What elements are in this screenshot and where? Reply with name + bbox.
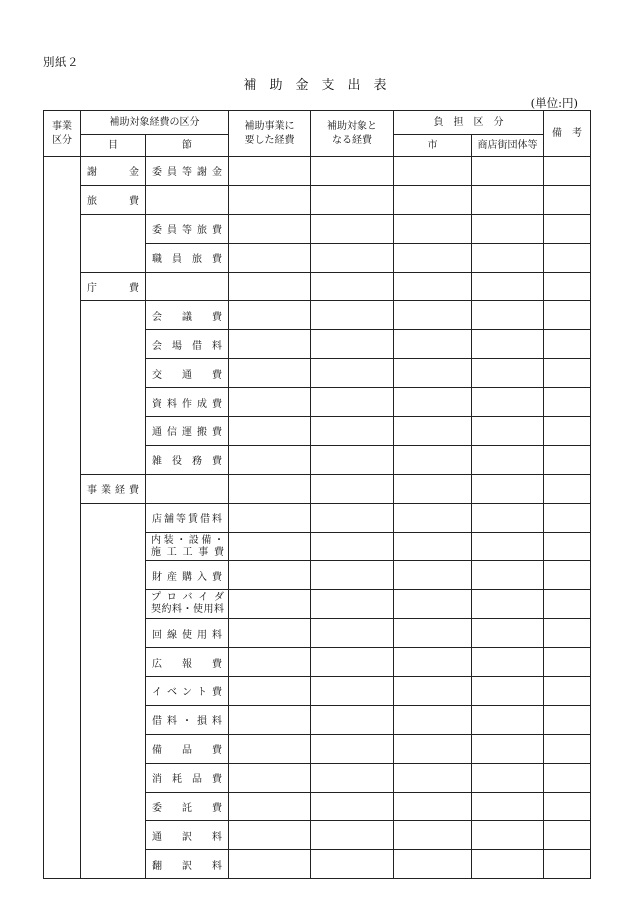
header-hojo-jigyo-keihi: 補助事業に 要した経費 <box>229 111 311 157</box>
shotengai-cell[interactable] <box>472 417 544 446</box>
shotengai-cell[interactable] <box>472 821 544 850</box>
hojo-jigyo-keihi-cell[interactable] <box>229 445 311 474</box>
moku-cell-empty[interactable] <box>81 503 146 879</box>
biko-cell[interactable] <box>544 590 591 619</box>
table-row <box>44 503 591 532</box>
shi-cell[interactable] <box>394 734 472 763</box>
hojo-jigyo-keihi-cell[interactable] <box>229 301 311 330</box>
setsu-cell: 通訳料 <box>146 821 229 850</box>
header-jigyo-kubun: 事業 区分 <box>44 111 81 157</box>
setsu-cell: 職員旅費 <box>146 243 229 272</box>
biko-cell[interactable] <box>544 445 591 474</box>
moku-cell: 庁費 <box>81 272 146 301</box>
shotengai-cell[interactable] <box>472 705 544 734</box>
shotengai-cell[interactable] <box>472 330 544 359</box>
jigyo-kubun-cell[interactable] <box>44 157 81 879</box>
biko-cell[interactable] <box>544 734 591 763</box>
moku-cell: 旅費 <box>81 185 146 214</box>
hojo-jigyo-keihi-cell[interactable] <box>229 677 311 706</box>
shotengai-cell[interactable] <box>472 561 544 590</box>
hojo-taisho-keihi-cell[interactable] <box>311 648 394 677</box>
hojo-taisho-keihi-cell[interactable] <box>311 157 394 186</box>
hojo-jigyo-keihi-cell[interactable] <box>229 590 311 619</box>
shi-cell[interactable] <box>394 214 472 243</box>
shi-cell[interactable] <box>394 359 472 388</box>
hojo-jigyo-keihi-cell[interactable] <box>229 850 311 879</box>
header-setsu: 節 <box>146 135 229 157</box>
setsu-cell: 財産購入費 <box>146 561 229 590</box>
hojo-jigyo-keihi-cell[interactable] <box>229 214 311 243</box>
hojo-taisho-keihi-cell[interactable] <box>311 185 394 214</box>
hojo-taisho-keihi-cell[interactable] <box>311 532 394 561</box>
shotengai-cell[interactable] <box>472 214 544 243</box>
shi-cell[interactable] <box>394 243 472 272</box>
hojo-jigyo-keihi-cell[interactable] <box>229 734 311 763</box>
biko-cell[interactable] <box>544 561 591 590</box>
biko-cell[interactable] <box>544 677 591 706</box>
biko-cell[interactable] <box>544 474 591 503</box>
shi-cell[interactable] <box>394 185 472 214</box>
hojo-taisho-keihi-cell[interactable] <box>311 619 394 648</box>
hojo-jigyo-keihi-cell[interactable] <box>229 330 311 359</box>
shotengai-cell[interactable] <box>472 301 544 330</box>
biko-cell[interactable] <box>544 619 591 648</box>
shi-cell[interactable] <box>394 850 472 879</box>
shotengai-cell[interactable] <box>472 503 544 532</box>
hojo-jigyo-keihi-cell[interactable] <box>229 561 311 590</box>
shotengai-cell[interactable] <box>472 648 544 677</box>
header-shotengai: 商店街団体等 <box>472 135 544 157</box>
header-shi: 市 <box>394 135 472 157</box>
hojo-taisho-keihi-cell[interactable] <box>311 272 394 301</box>
hojo-jigyo-keihi-cell[interactable] <box>229 243 311 272</box>
hojo-taisho-keihi-cell[interactable] <box>311 301 394 330</box>
table-row <box>44 214 591 243</box>
hojo-taisho-keihi-cell[interactable] <box>311 850 394 879</box>
shi-cell[interactable] <box>394 272 472 301</box>
shotengai-cell[interactable] <box>472 792 544 821</box>
hojo-jigyo-keihi-cell[interactable] <box>229 619 311 648</box>
setsu-cell: 会議費 <box>146 301 229 330</box>
hojo-taisho-keihi-cell[interactable] <box>311 590 394 619</box>
table-row <box>44 474 591 503</box>
hojo-taisho-keihi-cell[interactable] <box>311 417 394 446</box>
shi-cell[interactable] <box>394 301 472 330</box>
setsu-cell: 消耗品費 <box>146 763 229 792</box>
hojo-jigyo-keihi-cell[interactable] <box>229 359 311 388</box>
subsidy-expenditure-table <box>43 110 591 879</box>
setsu-cell: 広報費 <box>146 648 229 677</box>
shotengai-cell[interactable] <box>472 734 544 763</box>
moku-cell: 事業経費 <box>81 474 146 503</box>
biko-cell[interactable] <box>544 301 591 330</box>
hojo-jigyo-keihi-cell[interactable] <box>229 157 311 186</box>
shotengai-cell[interactable] <box>472 763 544 792</box>
header-hojo-taisho-keihi-kubun: 補助対象経費の区分 <box>81 111 229 135</box>
header-moku: 目 <box>81 135 146 157</box>
header-hojo-taisho-keihi: 補助対象と なる経費 <box>311 111 394 157</box>
setsu-cell: 翻訳料 <box>146 850 229 879</box>
shi-cell[interactable] <box>394 763 472 792</box>
setsu-cell[interactable] <box>146 272 229 301</box>
setsu-cell: イベント費 <box>146 677 229 706</box>
shi-cell[interactable] <box>394 388 472 417</box>
shi-cell[interactable] <box>394 792 472 821</box>
biko-cell[interactable] <box>544 850 591 879</box>
hojo-taisho-keihi-cell[interactable] <box>311 445 394 474</box>
setsu-cell: プロバイダ 契約料・使用料 <box>146 590 229 619</box>
hojo-jigyo-keihi-cell[interactable] <box>229 417 311 446</box>
setsu-cell: 備品費 <box>146 734 229 763</box>
biko-cell[interactable] <box>544 330 591 359</box>
table-row <box>44 272 591 301</box>
hojo-taisho-keihi-cell[interactable] <box>311 503 394 532</box>
shi-cell[interactable] <box>394 330 472 359</box>
hojo-jigyo-keihi-cell[interactable] <box>229 185 311 214</box>
moku-cell-empty[interactable] <box>81 214 146 272</box>
biko-cell[interactable] <box>544 214 591 243</box>
table-row <box>44 157 591 186</box>
header-biko: 備 考 <box>544 111 591 157</box>
hojo-taisho-keihi-cell[interactable] <box>311 243 394 272</box>
table-row <box>44 185 591 214</box>
shi-cell[interactable] <box>394 648 472 677</box>
shotengai-cell[interactable] <box>472 532 544 561</box>
shotengai-cell[interactable] <box>472 677 544 706</box>
shi-cell[interactable] <box>394 445 472 474</box>
hojo-jigyo-keihi-cell[interactable] <box>229 821 311 850</box>
biko-cell[interactable] <box>544 388 591 417</box>
setsu-cell: 店舗等賃借料 <box>146 503 229 532</box>
shotengai-cell[interactable] <box>472 388 544 417</box>
biko-cell[interactable] <box>544 272 591 301</box>
shotengai-cell[interactable] <box>472 272 544 301</box>
setsu-cell: 資料作成費 <box>146 388 229 417</box>
biko-cell[interactable] <box>544 157 591 186</box>
attachment-label: 別紙２ <box>43 55 79 69</box>
shotengai-cell[interactable] <box>472 474 544 503</box>
shi-cell[interactable] <box>394 821 472 850</box>
shi-cell[interactable] <box>394 417 472 446</box>
hojo-taisho-keihi-cell[interactable] <box>311 214 394 243</box>
header-futan-kubun: 負 担 区 分 <box>394 111 544 135</box>
shi-cell[interactable] <box>394 532 472 561</box>
shotengai-cell[interactable] <box>472 850 544 879</box>
moku-cell-empty[interactable] <box>81 301 146 474</box>
shi-cell[interactable] <box>394 677 472 706</box>
shotengai-cell[interactable] <box>472 243 544 272</box>
setsu-cell: 回線使用料 <box>146 619 229 648</box>
shotengai-cell[interactable] <box>472 157 544 186</box>
shi-cell[interactable] <box>394 590 472 619</box>
hojo-taisho-keihi-cell[interactable] <box>311 677 394 706</box>
hojo-taisho-keihi-cell[interactable] <box>311 734 394 763</box>
biko-cell[interactable] <box>544 359 591 388</box>
setsu-cell: 会場借料 <box>146 330 229 359</box>
document-title: 補助金支出表 <box>243 78 400 93</box>
hojo-jigyo-keihi-cell[interactable] <box>229 763 311 792</box>
table-row <box>44 301 591 330</box>
biko-cell[interactable] <box>544 532 591 561</box>
setsu-cell: 通信運搬費 <box>146 417 229 446</box>
setsu-cell: 雑役務費 <box>146 445 229 474</box>
hojo-taisho-keihi-cell[interactable] <box>311 359 394 388</box>
hojo-taisho-keihi-cell[interactable] <box>311 705 394 734</box>
hojo-taisho-keihi-cell[interactable] <box>311 561 394 590</box>
biko-cell[interactable] <box>544 503 591 532</box>
biko-cell[interactable] <box>544 792 591 821</box>
hojo-jigyo-keihi-cell[interactable] <box>229 503 311 532</box>
biko-cell[interactable] <box>544 185 591 214</box>
biko-cell[interactable] <box>544 763 591 792</box>
hojo-jigyo-keihi-cell[interactable] <box>229 532 311 561</box>
shi-cell[interactable] <box>394 705 472 734</box>
setsu-cell: 委員等謝金 <box>146 157 229 186</box>
biko-cell[interactable] <box>544 821 591 850</box>
setsu-cell: 借料・損料 <box>146 705 229 734</box>
setsu-cell: 委託費 <box>146 792 229 821</box>
shi-cell[interactable] <box>394 619 472 648</box>
biko-cell[interactable] <box>544 648 591 677</box>
hojo-jigyo-keihi-cell[interactable] <box>229 474 311 503</box>
setsu-cell: 委員等旅費 <box>146 214 229 243</box>
hojo-taisho-keihi-cell[interactable] <box>311 763 394 792</box>
hojo-jigyo-keihi-cell[interactable] <box>229 792 311 821</box>
shotengai-cell[interactable] <box>472 185 544 214</box>
shotengai-cell[interactable] <box>472 590 544 619</box>
shotengai-cell[interactable] <box>472 359 544 388</box>
hojo-jigyo-keihi-cell[interactable] <box>229 272 311 301</box>
hojo-jigyo-keihi-cell[interactable] <box>229 648 311 677</box>
shotengai-cell[interactable] <box>472 445 544 474</box>
hojo-taisho-keihi-cell[interactable] <box>311 821 394 850</box>
moku-cell: 謝金 <box>81 157 146 186</box>
hojo-jigyo-keihi-cell[interactable] <box>229 705 311 734</box>
hojo-jigyo-keihi-cell[interactable] <box>229 388 311 417</box>
biko-cell[interactable] <box>544 705 591 734</box>
biko-cell[interactable] <box>544 243 591 272</box>
setsu-cell[interactable] <box>146 474 229 503</box>
hojo-taisho-keihi-cell[interactable] <box>311 388 394 417</box>
shi-cell[interactable] <box>394 561 472 590</box>
hojo-taisho-keihi-cell[interactable] <box>311 330 394 359</box>
hojo-taisho-keihi-cell[interactable] <box>311 474 394 503</box>
shi-cell[interactable] <box>394 503 472 532</box>
hojo-taisho-keihi-cell[interactable] <box>311 792 394 821</box>
shi-cell[interactable] <box>394 157 472 186</box>
setsu-cell: 交通費 <box>146 359 229 388</box>
setsu-cell[interactable] <box>146 185 229 214</box>
unit-label: (単位:円) <box>530 96 578 110</box>
shi-cell[interactable] <box>394 474 472 503</box>
biko-cell[interactable] <box>544 417 591 446</box>
setsu-cell: 内装・設備・ 施工工事費 <box>146 532 229 561</box>
shotengai-cell[interactable] <box>472 619 544 648</box>
